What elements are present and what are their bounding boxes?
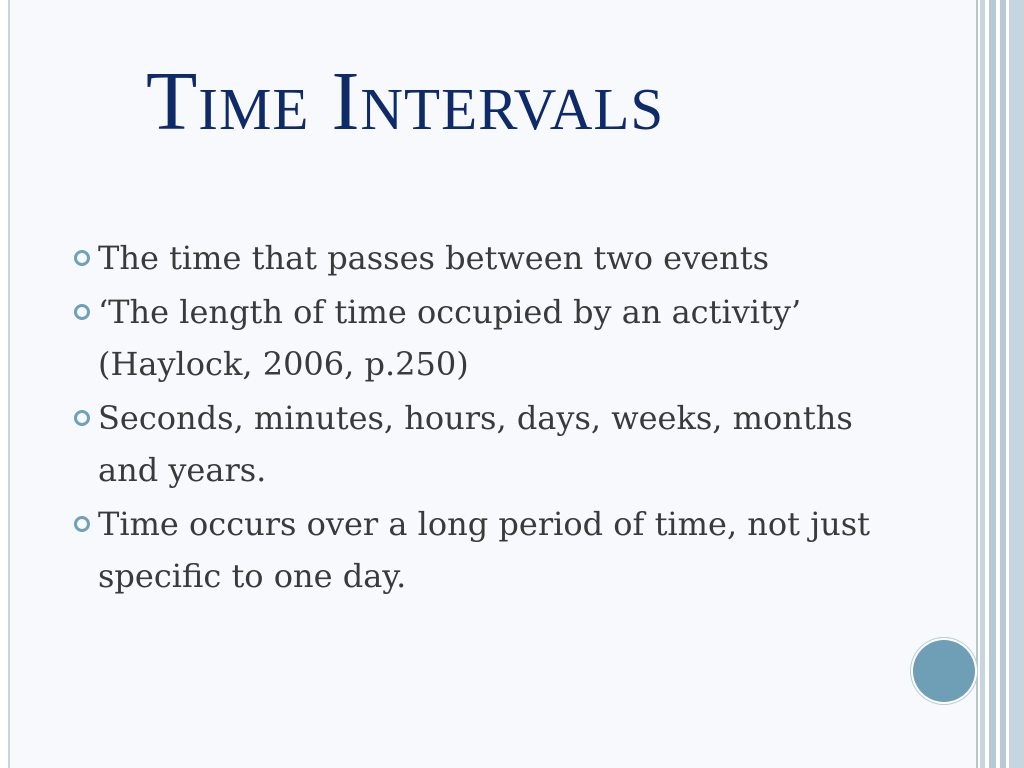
bullet-item — [72, 498, 912, 602]
ring-bullet-icon — [74, 250, 90, 266]
decorative-stripe — [989, 0, 996, 768]
bullet-list — [72, 232, 912, 604]
decorative-stripe — [1009, 0, 1024, 768]
ring-bullet-icon — [74, 516, 90, 532]
bullet-text: ‘The length of time occupied by an activity’ (Haylock, 2006, p.250) — [98, 293, 802, 383]
bullet-text: The time that passes between two events — [98, 239, 769, 277]
bullet-item — [72, 232, 912, 284]
ring-bullet-icon — [74, 304, 90, 320]
slide-title: Time Intervals — [146, 55, 665, 148]
bullet-item — [72, 392, 912, 496]
bullet-item — [72, 286, 912, 390]
decorative-circle — [913, 640, 975, 702]
bullet-text: Time occurs over a long period of time, not just specific to one day. — [98, 505, 870, 595]
ring-bullet-icon — [74, 410, 90, 426]
bullet-text: Seconds, minutes, hours, days, weeks, months and years. — [98, 399, 853, 489]
